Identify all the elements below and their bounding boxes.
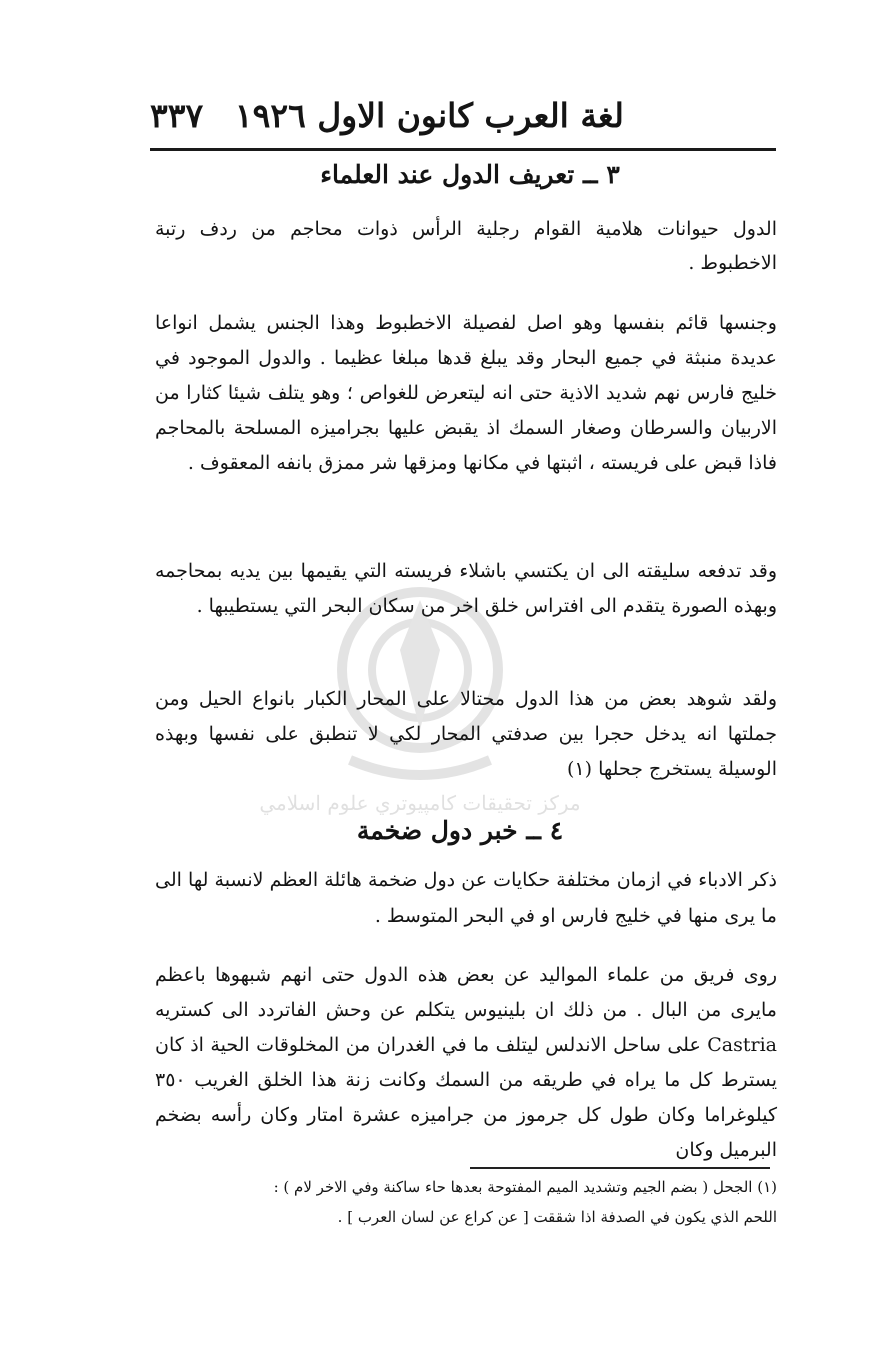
footnote bbox=[155, 1172, 777, 1232]
paragraph: وقد تدفعه سليقته الى ان يكتسي باشلاء فريسته التي يقيمها بين يديه بمحاجمه وبهذه الصورة يتقدم الى افتراس خلق اخر من سكان البحر التي يستطيبها . bbox=[155, 560, 777, 617]
page-header bbox=[150, 86, 624, 144]
section-4-heading: ٤ ــ خبر دول ضخمة bbox=[356, 816, 564, 845]
header-rule bbox=[150, 148, 776, 151]
footnote-rule bbox=[470, 1167, 770, 1169]
paragraph: ذكر الادباء في ازمان مختلفة حكايات عن دول ضخمة هائلة العظم لانسبة لها الى ما يرى منها في خليج فارس او في البحر المتوسط . bbox=[155, 869, 777, 927]
paragraph: وجنسها قائم بنفسها وهو اصل لفصيلة الاخطبوط وهذا الجنس يشمل انواعا عديدة منبثة في جميع البحار وقد يبلغ قدها مبلغا عظيما . والدول الموجود في خليج فارس نهم شديد الاذية حتى انه ليتعرض للغواص ؛ وهو يتلف شيئا كثارا من الاربيان والسرطان وصغار السمك اذ يقبض عليها بجراميزه المسلحة بالمحاجم فاذا قبض على فريسته ، اثبتها في مكانها ومزقها شر ممزق بانفه المعقوف . bbox=[155, 312, 777, 474]
section-3-heading: ٣ ــ تعريف الدول عند العلماء bbox=[320, 160, 620, 189]
paragraph: ولقد شوهد بعض من هذا الدول محتالا على المحار الكبار بانواع الحيل ومن جملتها انه يدخل حجرا بين صدفتي المحار لكي لا تنطبق على نفسها وبهذه الوسيلة يستخرج جحلها (١) bbox=[155, 688, 777, 780]
footnote-line: (١) الجحل ( بضم الجيم وتشديد الميم المفتوحة بعدها حاء ساكنة وفي الاخر لام ) : bbox=[273, 1178, 777, 1196]
paragraph: روى فريق من علماء المواليد عن بعض هذه الدول حتى انهم شبهوها باعظم مايرى من البال . من ذلك ان بلينيوس يتكلم عن وحش الفاتردد الى كستريه Castria على ساحل الاندلس ليتلف ما في الغدران من المخلوقات الحية اذ كان يسترط كل ما يراه في طريقه من السمك وكانت زنة هذا الخلق الغريب ٣٥٠ كيلوغراما وكان طول كل جرموز من جراميزه عشرة امتار وكان رأسه بضخم البرميل وكان bbox=[155, 964, 777, 1161]
paragraph: الدول حيوانات هلامية القوام رجلية الرأس ذوات محاجم من ردف رتبة الاخطبوط . bbox=[155, 218, 777, 274]
footnote-line: اللحم الذي يكون في الصدفة اذا شققت [ عن كراع عن لسان العرب ] . bbox=[337, 1208, 777, 1226]
running-title: لغة العرب كانون الاول ١٩٢٦ bbox=[234, 95, 624, 135]
watermark-text: مركز تحقيقات كامپيوتري علوم اسلامي bbox=[259, 791, 581, 815]
page-number: ٣٣٧ bbox=[150, 95, 204, 135]
